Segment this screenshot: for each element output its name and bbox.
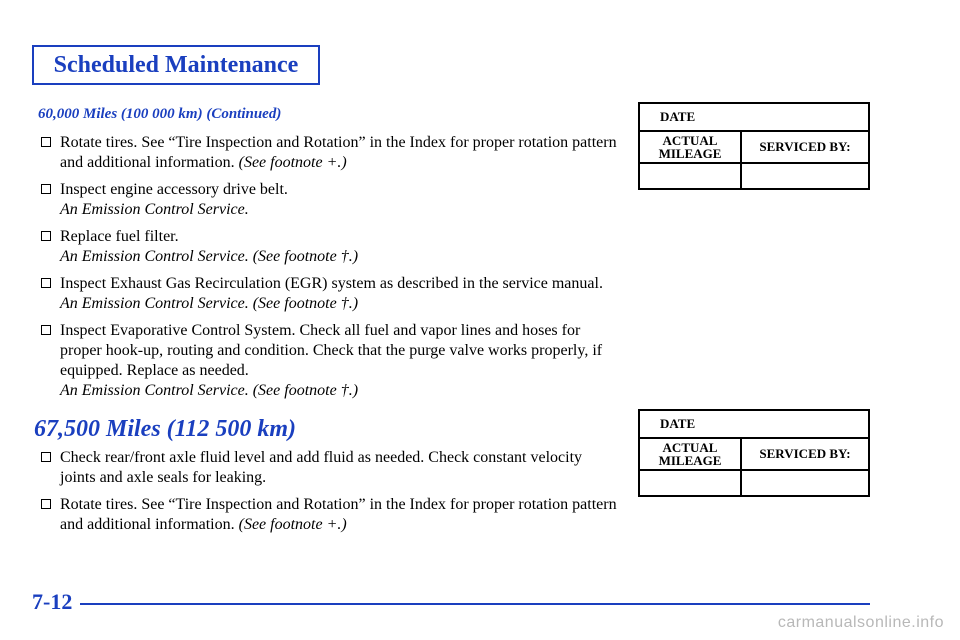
emission-note: An Emission Control Service. (See footnote †.) [60, 382, 359, 399]
page-number: 7-12 [32, 589, 73, 614]
item-text: Inspect Evaporative Control System. Check all fuel and vapor lines and hoses for proper hook-up, routing and condition. Check that the purge valve works properly, if equipped. Replace as needed. [60, 322, 603, 379]
serviced-by-entry-cell[interactable] [741, 163, 869, 189]
mileage-entry-cell[interactable] [639, 470, 741, 496]
checkbox-icon[interactable] [41, 278, 51, 288]
item-text: Inspect engine accessory drive belt. [60, 181, 288, 198]
checkbox-icon[interactable] [41, 499, 51, 509]
item-text: Rotate tires. See “Tire Inspection and Rotation” in the Index for proper rotation pattern and additional information. [60, 496, 617, 533]
checkbox-icon[interactable] [41, 137, 51, 147]
page-title: Scheduled Maintenance [53, 51, 299, 78]
item-text: Check rear/front axle fluid level and add fluid as needed. Check constant velocity joints and axle seals for leaking. [60, 449, 583, 486]
footer-rule [80, 603, 870, 605]
service-record-table [638, 102, 870, 190]
checkbox-icon[interactable] [41, 231, 51, 241]
checklist-item [38, 448, 618, 488]
item-text: Rotate tires. See “Tire Inspection and Rotation” in the Index for proper rotation pattern and additional information. [60, 134, 617, 171]
mileage-entry-cell[interactable] [639, 163, 741, 189]
checklist-item [38, 321, 618, 401]
checkbox-icon[interactable] [41, 452, 51, 462]
serviced-by-label: SERVICED BY: [741, 438, 869, 470]
checklist-item [38, 274, 618, 314]
checklist-item [38, 180, 618, 220]
date-label: DATE [639, 103, 869, 131]
date-label: DATE [639, 410, 869, 438]
checkbox-icon[interactable] [41, 325, 51, 335]
checklist-item [38, 495, 618, 535]
emission-note: An Emission Control Service. [60, 201, 249, 218]
emission-note: An Emission Control Service. (See footnote †.) [60, 295, 359, 312]
footnote-ref: (See footnote +.) [238, 516, 347, 533]
section-header-box [32, 45, 320, 85]
actual-mileage-label: ACTUAL MILEAGE [639, 131, 741, 163]
item-text: Replace fuel filter. [60, 228, 179, 245]
serviced-by-entry-cell[interactable] [741, 470, 869, 496]
checklist-item [38, 227, 618, 267]
service-record-table [638, 409, 870, 497]
maintenance-content [34, 104, 618, 542]
mileage-heading: 67,500 Miles (112 500 km) [34, 416, 296, 442]
item-text: Inspect Exhaust Gas Recirculation (EGR) system as described in the service manual. [60, 275, 603, 292]
continued-heading: 60,000 Miles (100 000 km) (Continued) [38, 106, 282, 122]
emission-note: An Emission Control Service. (See footnote †.) [60, 248, 359, 265]
footnote-ref: (See footnote +.) [238, 154, 347, 171]
serviced-by-label: SERVICED BY: [741, 131, 869, 163]
checklist-item [38, 133, 618, 173]
checkbox-icon[interactable] [41, 184, 51, 194]
watermark-text: carmanualsonline.info [777, 614, 944, 631]
actual-mileage-label: ACTUAL MILEAGE [639, 438, 741, 470]
